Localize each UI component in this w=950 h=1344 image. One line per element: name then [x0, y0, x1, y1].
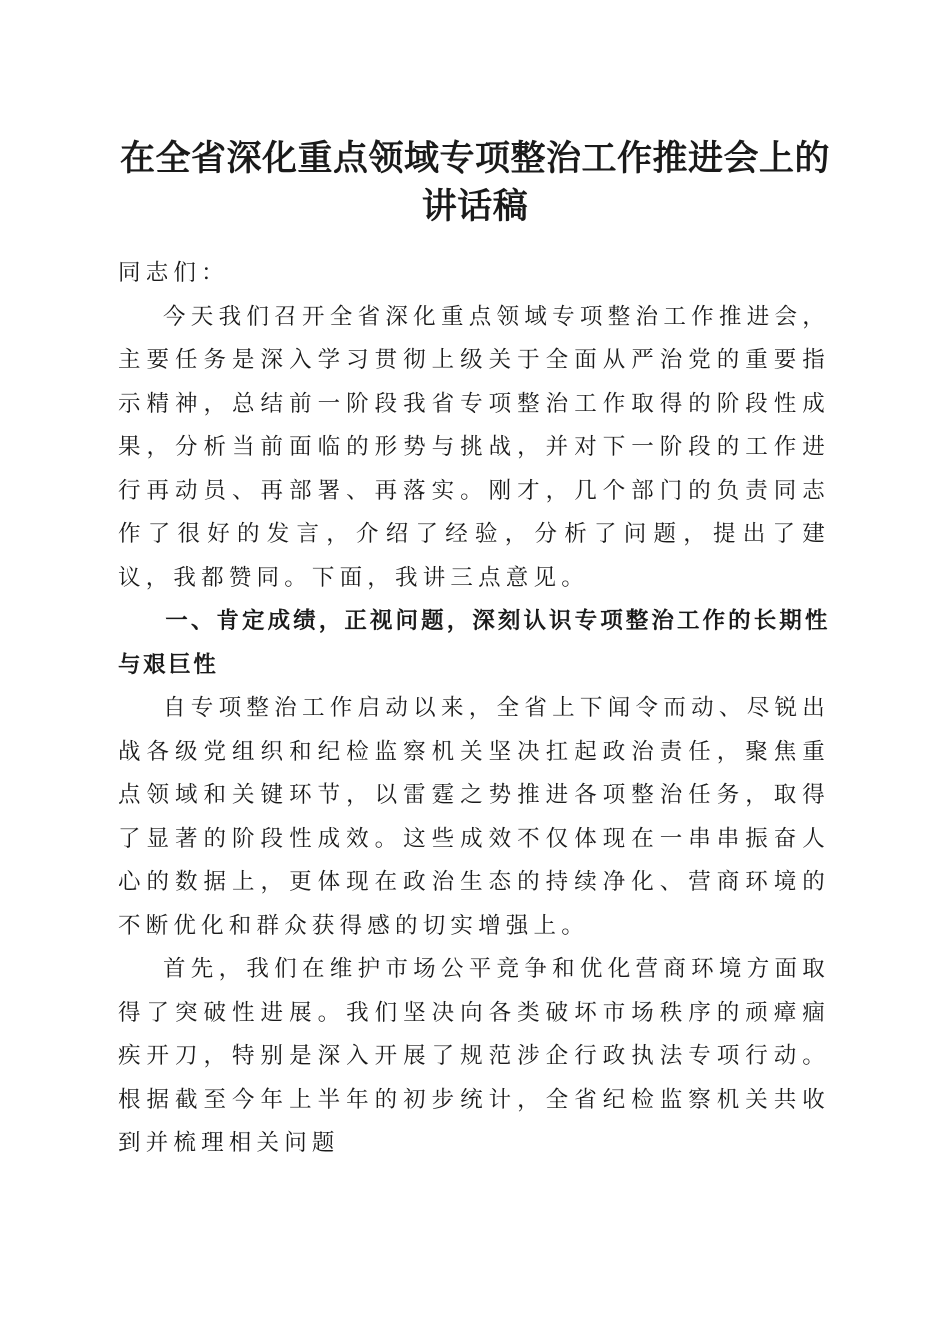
- title-line-1: 在全省深化重点领域专项整治工作推进会上的: [119, 138, 830, 179]
- salutation: 同志们：: [118, 260, 229, 286]
- section1-paragraph-1: 自专项整治工作启动以来，全省上下闻令而动、尽锐出战各级党组织和纪检监察机关坚决扛起政治责任，聚焦重点领域和关键环节，以雷霆之势推进各项整治任务，取得了显著的阶段性成效。这些成效不仅体现在一串串振奋人心的数据上，更体现在政治生态的持续净化、营商环境的不断优化和群众获得感的切实增强上。: [118, 695, 830, 939]
- section1-paragraph-2: 首先，我们在维护市场公平竞争和优化营商环境方面取得了突破性进展。我们坚决向各类破坏市场秩序的顽瘴痼疾开刀，特别是深入开展了规范涉企行政执法专项行动。根据截至今年上半年的初步统计，全省纪检监察机关共收到并梳理相关问题: [118, 956, 830, 1156]
- document-body: [118, 252, 830, 1166]
- section-heading-1: 一、肯定成绩，正视问题，深刻认识专项整治工作的长期性与艰巨性: [118, 608, 830, 678]
- intro-paragraph: 今天我们召开全省深化重点领域专项整治工作推进会，主要任务是深入学习贯彻上级关于全面从严治党的重要指示精神，总结前一阶段我省专项整治工作取得的阶段性成果，分析当前面临的形势与挑战，并对下一阶段的工作进行再动员、再部署、再落实。刚才，几个部门的负责同志作了很好的发言，介绍了经验，分析了问题，提出了建议，我都赞同。下面，我讲三点意见。: [118, 303, 830, 591]
- document-title: [100, 135, 850, 231]
- title-line-2: 讲话稿: [421, 186, 529, 227]
